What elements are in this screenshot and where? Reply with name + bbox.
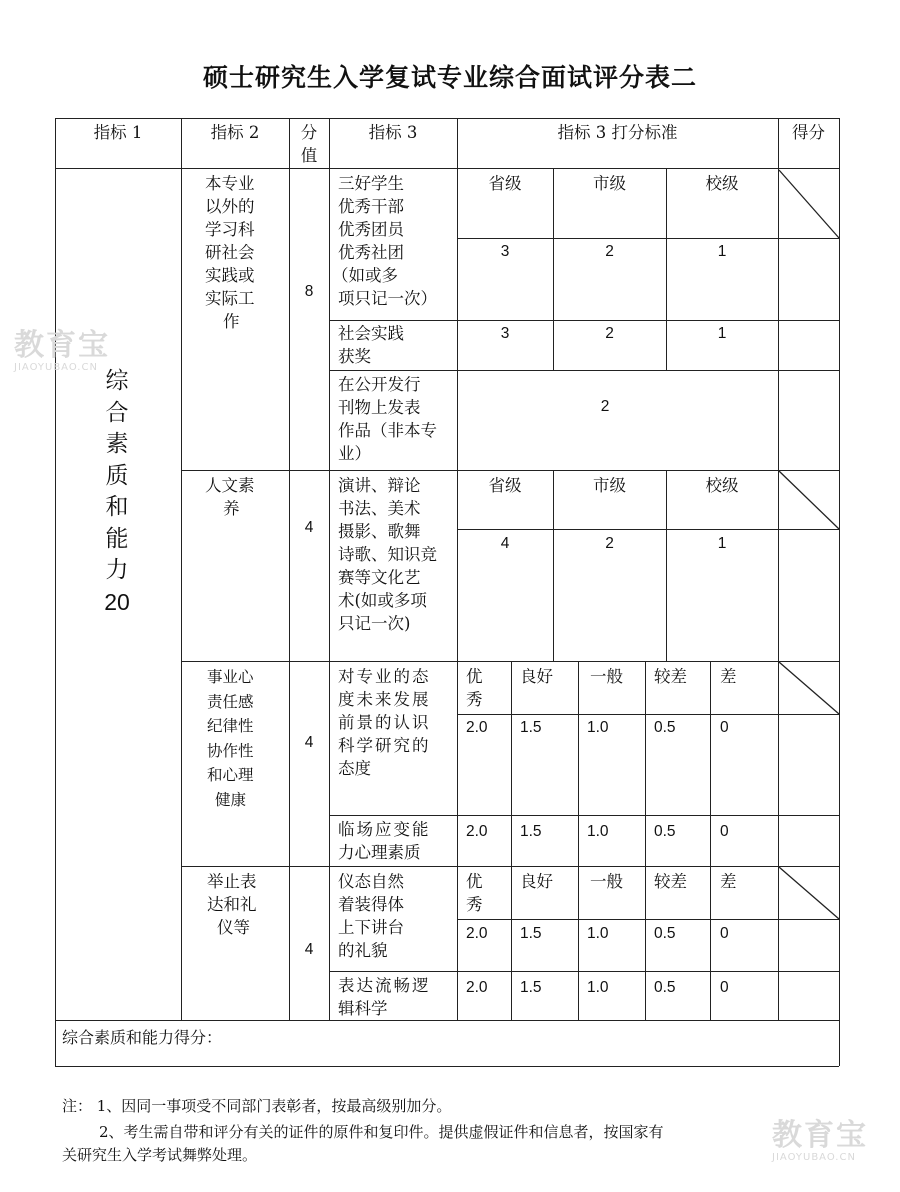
sec4-grade-excellent: [466, 870, 483, 916]
text-line: 演讲、辩论: [338, 476, 421, 495]
header-indicator-2: 指标 2: [210, 123, 260, 142]
header-score-2: 值: [300, 146, 318, 165]
note-2a: 2、考生需自带和评分有关的证件的原件和复印件。提供虚假证件和信息者，按国家有: [99, 1123, 664, 1141]
text-line: 获奖: [338, 347, 371, 366]
sec3-score: 4: [304, 734, 314, 751]
text-line: 临场应变能: [338, 820, 431, 839]
sec3-grade-bad: 差: [720, 667, 737, 686]
watermark-logo-text: 教育宝: [772, 1118, 868, 1153]
sec2-ind2: [205, 474, 255, 520]
sec4-row2-val-5: 0: [720, 979, 729, 996]
sec1-row2-val-city: 2: [605, 325, 614, 342]
text-line: 态度: [338, 759, 371, 778]
vert-char: 综: [105, 368, 129, 394]
text-line: 书法、美术: [338, 499, 421, 518]
sec3-grade-average: 一般: [590, 667, 623, 686]
note-1: 注： 1、因同一事项受不同部门表彰者，按最高级别加分。: [62, 1097, 452, 1115]
sec4-row1-val-4: 0.5: [654, 925, 676, 942]
sec4-row1-val-5: 0: [720, 925, 729, 942]
sec4-row2-ind3: [338, 974, 431, 1020]
sec4-row1-val-2: 1.5: [520, 925, 542, 942]
text-line: 表达流畅逻: [338, 976, 431, 995]
page-title: 硕士研究生入学复试专业综合面试评分表二: [202, 63, 697, 92]
text-line: 和心理: [207, 766, 254, 784]
sec4-grade-average: 一般: [590, 872, 623, 891]
text-line: 实际工: [205, 289, 255, 308]
text-line: 社会实践: [338, 324, 404, 343]
sec2-val-city: 2: [605, 535, 614, 552]
text-line: 协作性: [207, 741, 254, 760]
sec3-row2-val-1: 2.0: [466, 823, 488, 840]
sec1-row1-ind3: [332, 172, 437, 310]
text-line: 实践或: [205, 266, 255, 285]
sec1-row1-val-city: 2: [605, 243, 614, 260]
text-line: 诗歌、知识竞: [338, 545, 437, 564]
sec3-row1-val-3: 1.0: [587, 719, 609, 736]
text-line: 力心理素质: [338, 843, 421, 862]
sec2-val-school: 1: [717, 535, 727, 552]
sec4-row2-val-4: 0.5: [654, 979, 676, 996]
text-line: 科学研究的: [338, 736, 431, 755]
vert-char: 素: [105, 431, 129, 457]
text-line: 优秀干部: [338, 197, 404, 216]
note-2b: 关研究生入学考试舞弊处理。: [62, 1146, 258, 1164]
text-line: 养: [223, 499, 240, 518]
vert-char: 能: [105, 525, 129, 552]
sec2-level-provincial: 省级: [488, 476, 522, 495]
diagonal-line: [779, 662, 839, 714]
sec3-ind2: [207, 665, 254, 812]
sec1-row2-ind3: [338, 322, 404, 368]
text-line: 优: [466, 872, 483, 891]
header-score-result: 得分: [792, 123, 825, 142]
vert-char: 质: [105, 462, 129, 489]
header-indicator-3: 指标 3: [368, 123, 418, 142]
sec2-level-school: 校级: [705, 476, 739, 495]
header-indicator-1: 指标 1: [93, 123, 143, 142]
vert-char: 力: [105, 557, 129, 583]
text-line: 举止表: [207, 872, 257, 891]
header-score-1: 分: [300, 123, 318, 142]
text-line: 健康: [215, 790, 247, 809]
sec3-row1-val-1: 2.0: [466, 719, 488, 736]
sec3-row2-val-5: 0: [720, 823, 729, 840]
indicator-1-label: [90, 366, 144, 618]
sec2-val-provincial: 4: [500, 535, 510, 552]
diagonal-line: [779, 170, 839, 238]
sec4-ind2: [207, 870, 257, 939]
text-line: 人文素: [205, 476, 255, 495]
text-line: 研社会: [205, 243, 255, 262]
sec1-row1-val-school: 1: [717, 243, 727, 260]
text-line: 秀: [466, 895, 483, 914]
diagonal-line: [779, 867, 839, 919]
sec3-row1-ind3: [338, 665, 431, 780]
text-line: 达和礼: [207, 895, 257, 914]
sec1-row1-val-provincial: 3: [500, 243, 510, 260]
sec4-row1-val-1: 2.0: [466, 925, 488, 942]
text-line: 本专业: [205, 174, 255, 193]
vert-char: 20: [104, 588, 130, 615]
sec4-row1-val-3: 1.0: [587, 925, 609, 942]
total-score-label: 综合素质和能力得分：: [62, 1028, 223, 1047]
sec3-grade-poor: 较差: [654, 667, 687, 686]
text-line: 在公开发行: [338, 375, 421, 394]
sec1-row3-ind3: [338, 373, 437, 465]
text-line: 优: [466, 667, 483, 686]
sec3-grade-excellent: [466, 665, 483, 711]
text-line: 纪律性: [207, 717, 254, 735]
sec4-row2-val-3: 1.0: [587, 979, 609, 996]
sec1-row3-val: 2: [600, 398, 610, 415]
watermark-right: [772, 1120, 868, 1163]
text-line: 度未来发展: [338, 690, 431, 709]
text-line: 学习科: [205, 220, 255, 239]
text-line: 仪态自然: [338, 872, 404, 891]
text-line: 三好学生: [338, 174, 404, 193]
text-line: 事业心: [207, 668, 254, 686]
text-line: 业）: [338, 444, 371, 463]
text-line: 优秀社团: [338, 243, 404, 262]
watermark-url: JIAOYUBAO.CN: [772, 1152, 856, 1163]
sec4-grade-bad: 差: [720, 872, 737, 891]
text-line: 刊物上发表: [338, 398, 421, 417]
text-line: 辑科学: [338, 999, 388, 1018]
sec4-grade-good: 良好: [520, 872, 553, 891]
text-line: 以外的: [205, 197, 255, 216]
sec3-row1-val-2: 1.5: [520, 719, 542, 736]
sec2-score: 4: [304, 519, 314, 536]
sec3-grade-good: 良好: [520, 667, 553, 686]
text-line: 摄影、歌舞: [338, 522, 421, 541]
text-line: 仪等: [217, 918, 250, 937]
watermark-url: JIAOYUBAO.CN: [14, 362, 98, 373]
text-line: 上下讲台: [338, 918, 404, 937]
text-line: 对专业的态: [338, 667, 431, 686]
text-line: 项只记一次）: [338, 289, 437, 308]
sec1-score: 8: [304, 283, 314, 300]
sec4-row2-val-2: 1.5: [520, 979, 542, 996]
sec2-ind3: [338, 474, 437, 635]
text-line: 秀: [466, 690, 483, 709]
text-line: 的礼貌: [338, 941, 388, 960]
text-line: 术(如或多项: [338, 591, 427, 610]
sec4-row1-ind3: [338, 870, 404, 962]
sec3-row1-val-5: 0: [720, 719, 729, 736]
text-line: 只记一次): [338, 614, 411, 633]
sec1-level-city: 市级: [593, 174, 626, 193]
sec1-row2-val-school: 1: [717, 325, 727, 342]
header-criteria: 指标 3 打分标准: [557, 123, 678, 142]
text-line: （如或多: [332, 266, 398, 285]
watermark-logo-text: 教育宝: [14, 328, 110, 363]
sec3-row2-val-2: 1.5: [520, 823, 542, 840]
text-line: 责任感: [207, 692, 254, 711]
sec3-row2-ind3: [338, 818, 431, 864]
watermark-left: [14, 330, 110, 373]
sec4-grade-poor: 较差: [654, 872, 687, 891]
diagonal-line: [779, 471, 839, 529]
sec1-level-school: 校级: [705, 174, 739, 193]
sec4-score: 4: [304, 941, 314, 958]
text-line: 赛等文化艺: [338, 568, 421, 587]
vert-char: 和: [105, 494, 129, 520]
vert-char: 合: [105, 399, 129, 426]
sec2-level-city: 市级: [593, 476, 626, 495]
sec1-row2-val-provincial: 3: [500, 325, 510, 342]
text-line: 优秀团员: [338, 220, 404, 239]
sec1-ind2: [205, 172, 255, 333]
sec4-row2-val-1: 2.0: [466, 979, 488, 996]
sec1-level-provincial: 省级: [488, 174, 522, 193]
text-line: 着装得体: [338, 895, 404, 914]
text-line: 作: [223, 312, 240, 331]
sec3-row2-val-3: 1.0: [587, 823, 609, 840]
sec3-row2-val-4: 0.5: [654, 823, 676, 840]
text-line: 作品（非本专: [338, 421, 437, 440]
sec3-row1-val-4: 0.5: [654, 719, 676, 736]
text-line: 前景的认识: [338, 713, 431, 732]
